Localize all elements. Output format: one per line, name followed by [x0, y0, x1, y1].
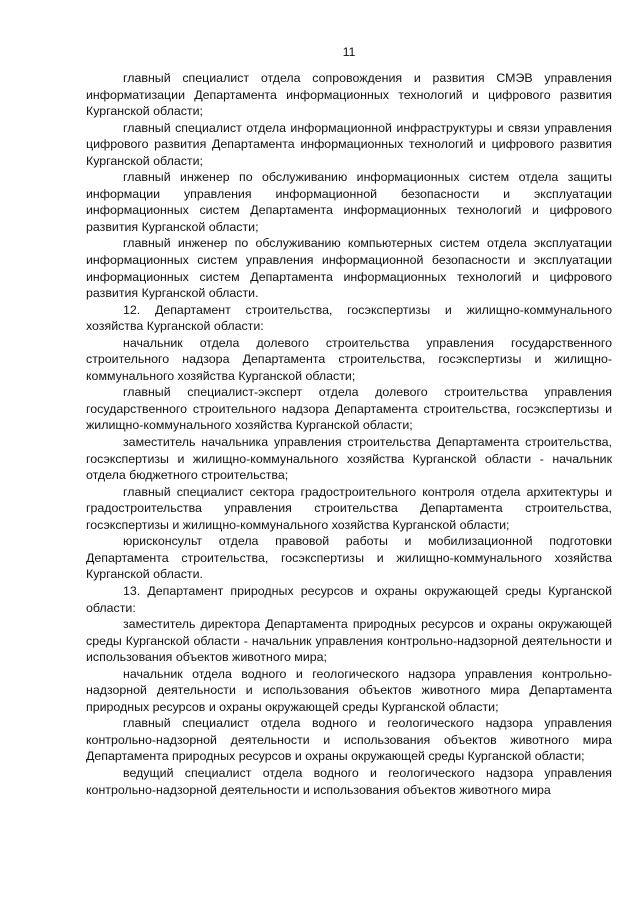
- paragraph-7: главный специалист-эксперт отдела долевого строительства управления государственного строительного надзора Департамента строительства, госэкспертизы и жилищно-коммунального хозяйства Курганской области;: [86, 385, 612, 433]
- paragraph-2: главный специалист отдела информационной инфраструктуры и связи управления цифрового развития Департамента информационных технологий и цифрового развития Курганской области;: [86, 120, 612, 168]
- paragraph-6: начальник отдела долевого строительства управления государственного строительного надзора Департамента строительства, госэкспертизы и жилищно-коммунального хозяйства Курганской области;: [86, 335, 612, 383]
- paragraph-14: главный специалист отдела водного и геологического надзора управления контрольно-надзорной деятельности и использования объектов животного мира Департамента природных ресурсов и охраны окружающей среды Курганской области;: [86, 716, 612, 764]
- document-page: [86, 44, 612, 798]
- paragraph-4: главный инженер по обслуживанию компьютерных систем отдела эксплуатации информационных систем управления информационной безопасности и эксплуатации информационных систем Департамента информационных технологий и цифрового развития Курганской области.: [86, 236, 612, 301]
- paragraph-13: начальник отдела водного и геологического надзора управления контрольно-надзорной деятельности и использования объектов животного мира Департамента природных ресурсов и охраны окружающей среды Курганской области;: [86, 666, 612, 714]
- paragraph-3: главный инженер по обслуживанию информационных систем отдела защиты информации управления информационной безопасности и эксплуатации информационных систем Департамента информационных технологий и цифрового развития Курганской области;: [86, 170, 612, 234]
- paragraph-15: ведущий специалист отдела водного и геологического надзора управления контрольно-надзорной деятельности и использования объектов животного мира: [86, 765, 612, 797]
- paragraph-1: главный специалист отдела сопровождения и развития СМЭВ управления информатизации Департамента информационных технологий и цифрового развития Курганской области;: [86, 71, 612, 119]
- paragraph-12: заместитель директора Департамента природных ресурсов и охраны окружающей среды Курганской области - начальник управления контрольно-надзорной деятельности и использования объектов животного мира;: [86, 617, 612, 665]
- section-heading-12: 12. Департамент строительства, госэкспертизы и жилищно-коммунального хозяйства Курганской области:: [86, 302, 612, 334]
- paragraph-8: заместитель начальника управления строительства Департамента строительства, госэкспертизы и жилищно-коммунального хозяйства Курганской области - начальник отдела бюджетного строительства;: [86, 435, 612, 483]
- section-heading-13: 13. Департамент природных ресурсов и охраны окружающей среды Курганской области:: [86, 583, 612, 615]
- paragraph-10: юрисконсульт отдела правовой работы и мобилизационной подготовки Департамента строительства, госэкспертизы и жилищно-коммунального хозяйства Курганской области.: [86, 534, 612, 582]
- page-number: 11: [342, 45, 356, 59]
- paragraph-9: главный специалист сектора градостроительного контроля отдела архитектуры и градостроительства управления строительства Департамента строительства, госэкспертизы и жилищно-коммунального хозяйства Курганской области;: [86, 484, 612, 532]
